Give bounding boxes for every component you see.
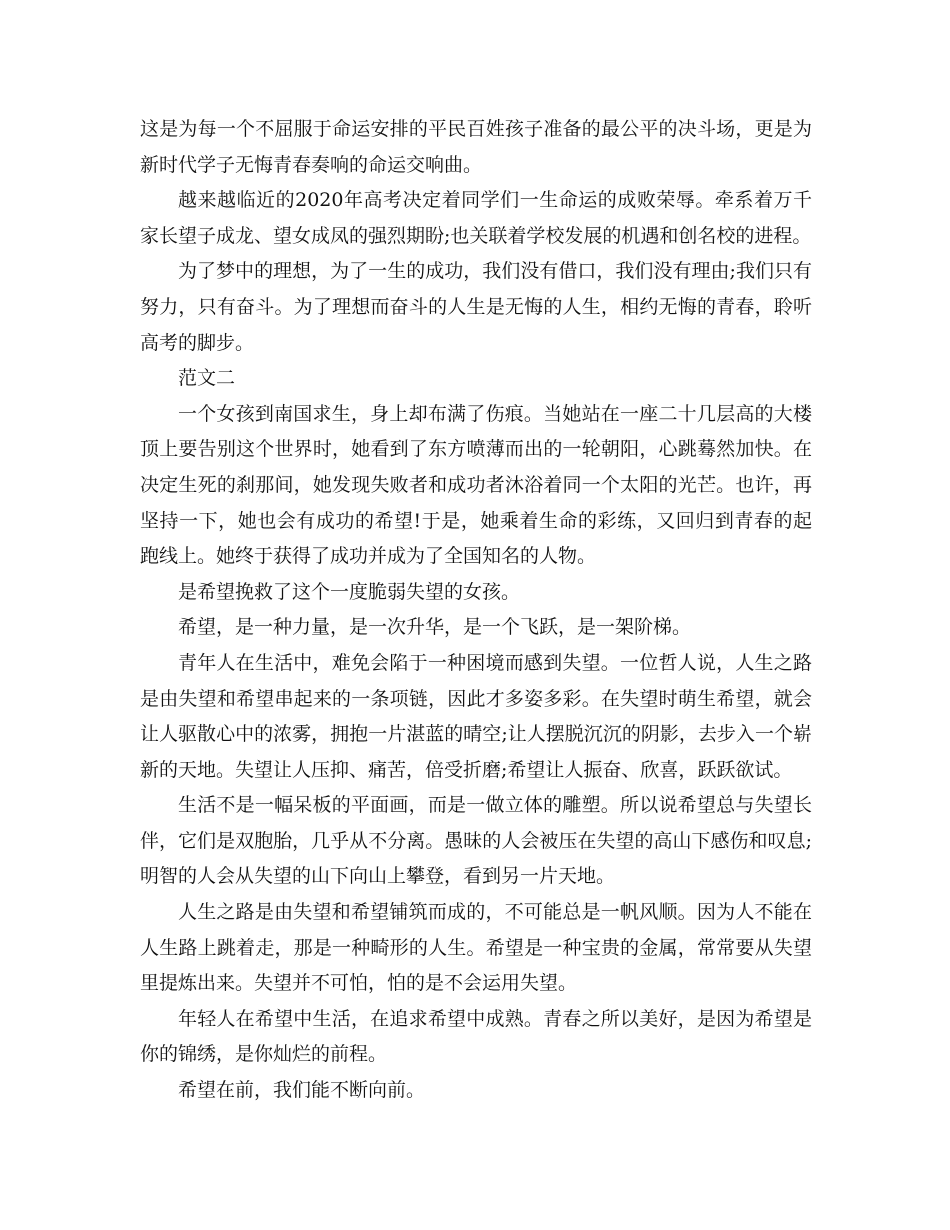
paragraph: 年轻人在希望中生活，在追求希望中成熟。青春之所以美好，是因为希望是你的锦绣，是你灿烂的前程。	[140, 1007, 812, 1066]
paragraph: 是希望挽救了这个一度脆弱失望的女孩。	[178, 580, 521, 603]
document-body	[140, 112, 812, 1109]
paragraph: 这是为每一个不屈服于命运安排的平民百姓孩子准备的最公平的决斗场，更是为新时代学子无悔青春奏响的命运交响曲。	[140, 118, 812, 176]
paragraph: 为了梦中的理想，为了一生的成功，我们没有借口，我们没有理由;我们只有努力，只有奋斗。为了理想而奋斗的人生是无悔的人生，相约无悔的青春，聆听高考的脚步。	[140, 260, 812, 354]
paragraph: 越来越临近的2020年高考决定着同学们一生命运的成败荣辱。牵系着万千家长望子成龙、望女成凤的强烈期盼;也关联着学校发展的机遇和创名校的进程。	[140, 189, 812, 247]
paragraph: 希望在前，我们能不断向前。	[178, 1079, 426, 1102]
paragraph: 青年人在生活中，难免会陷于一种困境而感到失望。一位哲人说，人生之路是由失望和希望串起来的一条项链，因此才多姿多彩。在失望时萌生希望，就会让人驱散心中的浓雾，拥抱一片湛蓝的晴空;让人摆脱沉沉的阴影，去步入一个崭新的天地。失望让人压抑、痛苦，倍受折磨;希望让人振奋、欣喜，跃跃欲试。	[140, 651, 812, 781]
paragraph: 希望，是一种力量，是一次升华，是一个飞跃，是一架阶梯。	[178, 616, 692, 639]
paragraph: 一个女孩到南国求生，身上却布满了伤痕。当她站在一座二十几层高的大楼顶上要告别这个世界时，她看到了东方喷薄而出的一轮朝阳，心跳蓦然加快。在决定生死的刹那间，她发现失败者和成功者沐浴着同一个太阳的光芒。也许，再坚持一下，她也会有成功的希望!于是，她乘着生命的彩练，又回归到青春的起跑线上。她终于获得了成功并成为了全国知名的人物。	[140, 402, 812, 568]
section-heading: 范文二	[178, 367, 236, 390]
paragraph: 生活不是一幅呆板的平面画，而是一做立体的雕塑。所以说希望总与失望长伴，它们是双胞胎，几乎从不分离。愚昧的人会被压在失望的高山下感伤和叹息;明智的人会从失望的山下向山上攀登，看到另一片天地。	[140, 794, 812, 888]
paragraph: 人生之路是由失望和希望铺筑而成的，不可能总是一帆风顺。因为人不能在人生路上跳着走，那是一种畸形的人生。希望是一种宝贵的金属，常常要从失望里提炼出来。失望并不可怕，怕的是不会运用失望。	[140, 901, 812, 995]
